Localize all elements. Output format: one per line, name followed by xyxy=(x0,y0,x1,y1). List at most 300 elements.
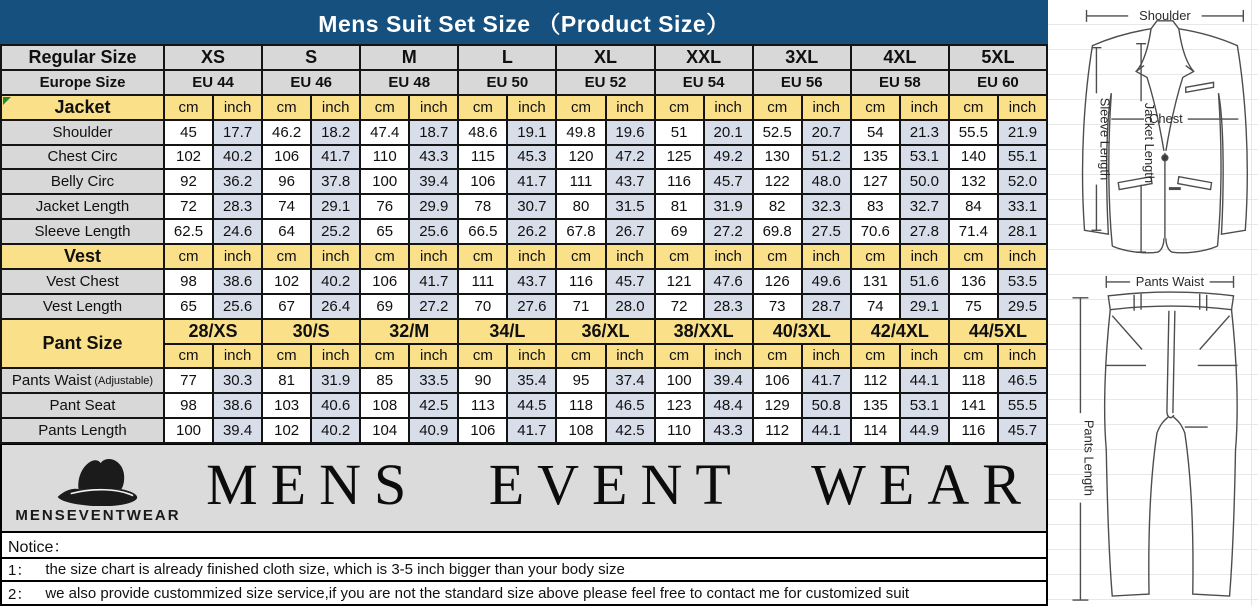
value-inch: 27.2 xyxy=(409,294,458,319)
unit-inch-header: inch xyxy=(213,95,262,120)
value-cm: 67 xyxy=(262,294,311,319)
size-header: XL xyxy=(556,45,654,70)
brand-band xyxy=(0,444,1048,533)
value-inch: 18.2 xyxy=(311,120,360,145)
value-cm: 90 xyxy=(458,368,507,393)
value-inch: 41.7 xyxy=(802,368,851,393)
value-inch: 50.0 xyxy=(900,169,949,194)
value-cm: 103 xyxy=(262,393,311,418)
value-inch: 40.2 xyxy=(311,418,360,443)
value-inch: 26.7 xyxy=(606,219,655,244)
unit-inch-header: inch xyxy=(606,95,655,120)
value-inch: 28.0 xyxy=(606,294,655,319)
unit-inch-header: inch xyxy=(998,344,1047,369)
value-inch: 52.0 xyxy=(998,169,1047,194)
value-cm: 45 xyxy=(164,120,213,145)
value-cm: 72 xyxy=(655,294,704,319)
unit-cm-header: cm xyxy=(262,344,311,369)
value-cm: 62.5 xyxy=(164,219,213,244)
unit-cm-header: cm xyxy=(164,344,213,369)
unit-cm-header: cm xyxy=(458,244,507,269)
value-inch: 41.7 xyxy=(507,169,556,194)
notice-title-text: Notice： xyxy=(8,538,70,556)
brand-logo xyxy=(2,452,194,524)
value-cm: 67.8 xyxy=(556,219,605,244)
value-inch: 37.8 xyxy=(311,169,360,194)
unit-inch-header: inch xyxy=(606,244,655,269)
unit-cm-header: cm xyxy=(851,95,900,120)
eu-size-header: EU 60 xyxy=(949,70,1047,95)
europe-size-label: Europe Size xyxy=(1,70,164,95)
unit-cm-header: cm xyxy=(655,344,704,369)
value-cm: 100 xyxy=(360,169,409,194)
value-inch: 49.6 xyxy=(802,269,851,294)
value-inch: 26.2 xyxy=(507,219,556,244)
pant-size-header: 38/XXL xyxy=(655,319,753,344)
value-inch: 39.4 xyxy=(213,418,262,443)
value-cm: 122 xyxy=(753,169,802,194)
pants-waist-label: Pants Waist xyxy=(1135,273,1205,289)
value-inch: 53.1 xyxy=(900,145,949,170)
row-label: Chest Circ xyxy=(1,145,164,170)
unit-inch-header: inch xyxy=(704,344,753,369)
value-cm: 112 xyxy=(753,418,802,443)
unit-inch-header: inch xyxy=(409,244,458,269)
value-cm: 81 xyxy=(655,194,704,219)
value-inch: 55.5 xyxy=(998,393,1047,418)
value-inch: 45.7 xyxy=(998,418,1047,443)
value-cm: 111 xyxy=(556,169,605,194)
eu-size-header: EU 50 xyxy=(458,70,556,95)
value-inch: 21.3 xyxy=(900,120,949,145)
value-inch: 40.2 xyxy=(213,145,262,170)
value-cm: 135 xyxy=(851,145,900,170)
row-label: Sleeve Length xyxy=(1,219,164,244)
value-cm: 95 xyxy=(556,368,605,393)
unit-cm-header: cm xyxy=(655,95,704,120)
value-inch: 33.1 xyxy=(998,194,1047,219)
jacket-sleeve-length-label: Sleeve Length xyxy=(1097,97,1113,181)
value-cm: 141 xyxy=(949,393,998,418)
value-inch: 41.7 xyxy=(311,145,360,170)
value-cm: 112 xyxy=(851,368,900,393)
value-cm: 113 xyxy=(458,393,507,418)
unit-cm-header: cm xyxy=(262,95,311,120)
row-label: Pant Seat xyxy=(1,393,164,418)
row-label: Pants Waist (Adjustable) xyxy=(1,368,164,393)
value-cm: 71.4 xyxy=(949,219,998,244)
value-cm: 111 xyxy=(458,269,507,294)
value-inch: 35.4 xyxy=(507,368,556,393)
unit-cm-header: cm xyxy=(164,244,213,269)
value-inch: 40.6 xyxy=(311,393,360,418)
value-cm: 140 xyxy=(949,145,998,170)
value-inch: 30.3 xyxy=(213,368,262,393)
value-inch: 47.2 xyxy=(606,145,655,170)
value-inch: 20.7 xyxy=(802,120,851,145)
notice-item-number: 2： xyxy=(8,585,32,603)
unit-cm-header: cm xyxy=(164,95,213,120)
size-table xyxy=(0,44,1048,444)
value-inch: 43.7 xyxy=(507,269,556,294)
value-inch: 25.2 xyxy=(311,219,360,244)
value-cm: 71 xyxy=(556,294,605,319)
value-inch: 50.8 xyxy=(802,393,851,418)
unit-cm-header: cm xyxy=(360,344,409,369)
unit-cm-header: cm xyxy=(556,95,605,120)
value-cm: 92 xyxy=(164,169,213,194)
unit-inch-header: inch xyxy=(704,95,753,120)
value-cm: 84 xyxy=(949,194,998,219)
value-inch: 19.1 xyxy=(507,120,556,145)
pant-size-header: 42/4XL xyxy=(851,319,949,344)
value-cm: 74 xyxy=(262,194,311,219)
pants-length-label: Pants Length xyxy=(1081,419,1097,496)
row-label: Vest Length xyxy=(1,294,164,319)
value-inch: 39.4 xyxy=(409,169,458,194)
value-cm: 65 xyxy=(164,294,213,319)
size-header: M xyxy=(360,45,458,70)
value-cm: 106 xyxy=(360,269,409,294)
pant-size-header: 30/S xyxy=(262,319,360,344)
value-cm: 80 xyxy=(556,194,605,219)
value-cm: 127 xyxy=(851,169,900,194)
value-cm: 125 xyxy=(655,145,704,170)
size-header: 3XL xyxy=(753,45,851,70)
unit-inch-header: inch xyxy=(606,344,655,369)
value-inch: 25.6 xyxy=(213,294,262,319)
notice-item-2 xyxy=(0,582,1048,606)
value-inch: 53.1 xyxy=(900,393,949,418)
value-inch: 29.9 xyxy=(409,194,458,219)
value-cm: 129 xyxy=(753,393,802,418)
value-inch: 44.5 xyxy=(507,393,556,418)
value-cm: 69 xyxy=(655,219,704,244)
section-label-pant: Pant Size xyxy=(1,319,164,369)
size-header: S xyxy=(262,45,360,70)
value-cm: 118 xyxy=(556,393,605,418)
value-inch: 42.5 xyxy=(409,393,458,418)
row-label: Pants Length xyxy=(1,418,164,443)
unit-inch-header: inch xyxy=(311,95,360,120)
value-inch: 55.1 xyxy=(998,145,1047,170)
eu-size-header: EU 48 xyxy=(360,70,458,95)
value-inch: 43.3 xyxy=(409,145,458,170)
regular-size-label: Regular Size xyxy=(1,45,164,70)
jacket-diagram xyxy=(1048,2,1258,264)
pant-size-header: 40/3XL xyxy=(753,319,851,344)
brand-logo-text: MENSEVENTWEAR xyxy=(15,507,181,524)
value-inch: 47.6 xyxy=(704,269,753,294)
value-inch: 46.5 xyxy=(998,368,1047,393)
unit-inch-header: inch xyxy=(507,344,556,369)
row-label: Shoulder xyxy=(1,120,164,145)
unit-inch-header: inch xyxy=(900,244,949,269)
unit-inch-header: inch xyxy=(213,244,262,269)
pant-size-header: 44/5XL xyxy=(949,319,1047,344)
value-cm: 70.6 xyxy=(851,219,900,244)
value-inch: 42.5 xyxy=(606,418,655,443)
value-cm: 108 xyxy=(360,393,409,418)
value-inch: 41.7 xyxy=(507,418,556,443)
value-cm: 123 xyxy=(655,393,704,418)
value-cm: 102 xyxy=(262,418,311,443)
value-inch: 31.9 xyxy=(704,194,753,219)
pant-size-header: 28/XS xyxy=(164,319,262,344)
value-inch: 38.6 xyxy=(213,269,262,294)
value-inch: 51.6 xyxy=(900,269,949,294)
value-inch: 53.5 xyxy=(998,269,1047,294)
value-inch: 27.6 xyxy=(507,294,556,319)
value-inch: 40.9 xyxy=(409,418,458,443)
unit-cm-header: cm xyxy=(458,95,507,120)
value-cm: 76 xyxy=(360,194,409,219)
unit-cm-header: cm xyxy=(360,95,409,120)
value-inch: 21.9 xyxy=(998,120,1047,145)
brand-name: MENS EVENT WEAR xyxy=(206,452,1034,517)
value-inch: 49.2 xyxy=(704,145,753,170)
value-cm: 136 xyxy=(949,269,998,294)
unit-inch-header: inch xyxy=(213,344,262,369)
value-inch: 44.1 xyxy=(900,368,949,393)
unit-inch-header: inch xyxy=(507,95,556,120)
value-cm: 110 xyxy=(655,418,704,443)
hat-icon xyxy=(42,454,154,506)
unit-inch-header: inch xyxy=(900,95,949,120)
value-cm: 114 xyxy=(851,418,900,443)
section-label: Jacket xyxy=(1,95,164,120)
value-inch: 28.7 xyxy=(802,294,851,319)
value-cm: 77 xyxy=(164,368,213,393)
unit-inch-header: inch xyxy=(409,344,458,369)
value-inch: 40.2 xyxy=(311,269,360,294)
notice-title xyxy=(0,533,1048,559)
value-inch: 18.7 xyxy=(409,120,458,145)
unit-cm-header: cm xyxy=(851,344,900,369)
notice-item-text: the size chart is already finished cloth size, which is 3-5 inch bigger than your body size xyxy=(45,561,625,578)
value-inch: 46.5 xyxy=(606,393,655,418)
unit-inch-header: inch xyxy=(998,244,1047,269)
value-inch: 31.9 xyxy=(311,368,360,393)
value-inch: 44.1 xyxy=(802,418,851,443)
value-inch: 27.2 xyxy=(704,219,753,244)
value-cm: 135 xyxy=(851,393,900,418)
value-inch: 44.9 xyxy=(900,418,949,443)
value-cm: 85 xyxy=(360,368,409,393)
value-cm: 81 xyxy=(262,368,311,393)
unit-inch-header: inch xyxy=(311,344,360,369)
value-inch: 25.6 xyxy=(409,219,458,244)
jacket-length-label: Jacket Length xyxy=(1142,102,1158,184)
unit-cm-header: cm xyxy=(949,344,998,369)
value-cm: 106 xyxy=(458,418,507,443)
notice-item-number: 1： xyxy=(8,562,32,579)
jacket-shoulder-label: Shoulder xyxy=(1139,7,1191,23)
value-cm: 100 xyxy=(655,368,704,393)
value-cm: 116 xyxy=(655,169,704,194)
value-inch: 48.0 xyxy=(802,169,851,194)
value-cm: 73 xyxy=(753,294,802,319)
value-cm: 47.4 xyxy=(360,120,409,145)
pant-size-header: 32/M xyxy=(360,319,458,344)
unit-cm-header: cm xyxy=(753,244,802,269)
value-cm: 65 xyxy=(360,219,409,244)
unit-inch-header: inch xyxy=(311,244,360,269)
eu-size-header: EU 58 xyxy=(851,70,949,95)
value-inch: 20.1 xyxy=(704,120,753,145)
unit-cm-header: cm xyxy=(655,244,704,269)
value-cm: 54 xyxy=(851,120,900,145)
value-inch: 45.3 xyxy=(507,145,556,170)
value-inch: 28.3 xyxy=(213,194,262,219)
unit-inch-header: inch xyxy=(507,244,556,269)
value-cm: 70 xyxy=(458,294,507,319)
row-label: Jacket Length xyxy=(1,194,164,219)
value-inch: 37.4 xyxy=(606,368,655,393)
value-inch: 19.6 xyxy=(606,120,655,145)
value-inch: 43.7 xyxy=(606,169,655,194)
value-inch: 30.7 xyxy=(507,194,556,219)
value-cm: 108 xyxy=(556,418,605,443)
unit-inch-header: inch xyxy=(998,95,1047,120)
value-cm: 115 xyxy=(458,145,507,170)
value-inch: 45.7 xyxy=(606,269,655,294)
pant-size-header: 36/XL xyxy=(556,319,654,344)
value-cm: 102 xyxy=(262,269,311,294)
value-cm: 106 xyxy=(753,368,802,393)
eu-size-header: EU 46 xyxy=(262,70,360,95)
value-cm: 82 xyxy=(753,194,802,219)
value-cm: 69 xyxy=(360,294,409,319)
eu-size-header: EU 52 xyxy=(556,70,654,95)
value-inch: 29.1 xyxy=(311,194,360,219)
row-label: Belly Circ xyxy=(1,169,164,194)
value-cm: 46.2 xyxy=(262,120,311,145)
value-cm: 100 xyxy=(164,418,213,443)
unit-cm-header: cm xyxy=(753,95,802,120)
value-cm: 104 xyxy=(360,418,409,443)
value-inch: 17.7 xyxy=(213,120,262,145)
value-cm: 121 xyxy=(655,269,704,294)
value-cm: 49.8 xyxy=(556,120,605,145)
notice-item-1 xyxy=(0,559,1048,582)
eu-size-header: EU 44 xyxy=(164,70,262,95)
value-cm: 110 xyxy=(360,145,409,170)
unit-cm-header: cm xyxy=(949,244,998,269)
value-cm: 96 xyxy=(262,169,311,194)
value-cm: 48.6 xyxy=(458,120,507,145)
jacket-chest-label: Chest xyxy=(1149,111,1183,127)
value-cm: 66.5 xyxy=(458,219,507,244)
unit-cm-header: cm xyxy=(360,244,409,269)
value-inch: 32.7 xyxy=(900,194,949,219)
page-title: Mens Suit Set Size （Product Size） xyxy=(0,0,1048,44)
value-cm: 74 xyxy=(851,294,900,319)
value-cm: 106 xyxy=(262,145,311,170)
size-header: 5XL xyxy=(949,45,1047,70)
value-cm: 52.5 xyxy=(753,120,802,145)
unit-inch-header: inch xyxy=(900,344,949,369)
value-cm: 75 xyxy=(949,294,998,319)
unit-cm-header: cm xyxy=(949,95,998,120)
value-inch: 45.7 xyxy=(704,169,753,194)
unit-inch-header: inch xyxy=(802,244,851,269)
section-label: Vest xyxy=(1,244,164,269)
size-header: XS xyxy=(164,45,262,70)
unit-inch-header: inch xyxy=(704,244,753,269)
value-cm: 78 xyxy=(458,194,507,219)
size-header: XXL xyxy=(655,45,753,70)
size-header: 4XL xyxy=(851,45,949,70)
size-header: L xyxy=(458,45,556,70)
value-inch: 36.2 xyxy=(213,169,262,194)
row-label: Vest Chest xyxy=(1,269,164,294)
pant-size-header: 34/L xyxy=(458,319,556,344)
value-cm: 98 xyxy=(164,269,213,294)
value-inch: 27.5 xyxy=(802,219,851,244)
unit-cm-header: cm xyxy=(262,244,311,269)
value-cm: 126 xyxy=(753,269,802,294)
value-inch: 31.5 xyxy=(606,194,655,219)
pants-diagram xyxy=(1048,266,1258,604)
value-cm: 130 xyxy=(753,145,802,170)
value-inch: 51.2 xyxy=(802,145,851,170)
value-inch: 24.6 xyxy=(213,219,262,244)
value-cm: 116 xyxy=(949,418,998,443)
value-cm: 131 xyxy=(851,269,900,294)
unit-inch-header: inch xyxy=(802,344,851,369)
unit-cm-header: cm xyxy=(851,244,900,269)
value-cm: 132 xyxy=(949,169,998,194)
value-inch: 26.4 xyxy=(311,294,360,319)
unit-cm-header: cm xyxy=(458,344,507,369)
row-label-note: (Adjustable) xyxy=(94,374,154,387)
unit-cm-header: cm xyxy=(753,344,802,369)
unit-cm-header: cm xyxy=(556,244,605,269)
eu-size-header: EU 56 xyxy=(753,70,851,95)
value-cm: 106 xyxy=(458,169,507,194)
value-inch: 43.3 xyxy=(704,418,753,443)
value-inch: 33.5 xyxy=(409,368,458,393)
unit-cm-header: cm xyxy=(556,344,605,369)
value-inch: 39.4 xyxy=(704,368,753,393)
value-inch: 38.6 xyxy=(213,393,262,418)
value-inch: 32.3 xyxy=(802,194,851,219)
value-cm: 116 xyxy=(556,269,605,294)
value-cm: 120 xyxy=(556,145,605,170)
value-cm: 51 xyxy=(655,120,704,145)
value-inch: 28.3 xyxy=(704,294,753,319)
value-cm: 55.5 xyxy=(949,120,998,145)
value-cm: 72 xyxy=(164,194,213,219)
value-cm: 83 xyxy=(851,194,900,219)
value-inch: 48.4 xyxy=(704,393,753,418)
measurement-diagrams xyxy=(1048,0,1258,606)
value-cm: 64 xyxy=(262,219,311,244)
value-inch: 41.7 xyxy=(409,269,458,294)
notice-item-text: we also provide custommized size service,if you are not the standard size above please feel free to contact me for customized suit xyxy=(45,584,910,602)
value-inch: 27.8 xyxy=(900,219,949,244)
eu-size-header: EU 54 xyxy=(655,70,753,95)
value-cm: 118 xyxy=(949,368,998,393)
unit-inch-header: inch xyxy=(409,95,458,120)
value-cm: 102 xyxy=(164,145,213,170)
value-cm: 98 xyxy=(164,393,213,418)
value-inch: 29.5 xyxy=(998,294,1047,319)
value-inch: 28.1 xyxy=(998,219,1047,244)
value-cm: 69.8 xyxy=(753,219,802,244)
unit-inch-header: inch xyxy=(802,95,851,120)
